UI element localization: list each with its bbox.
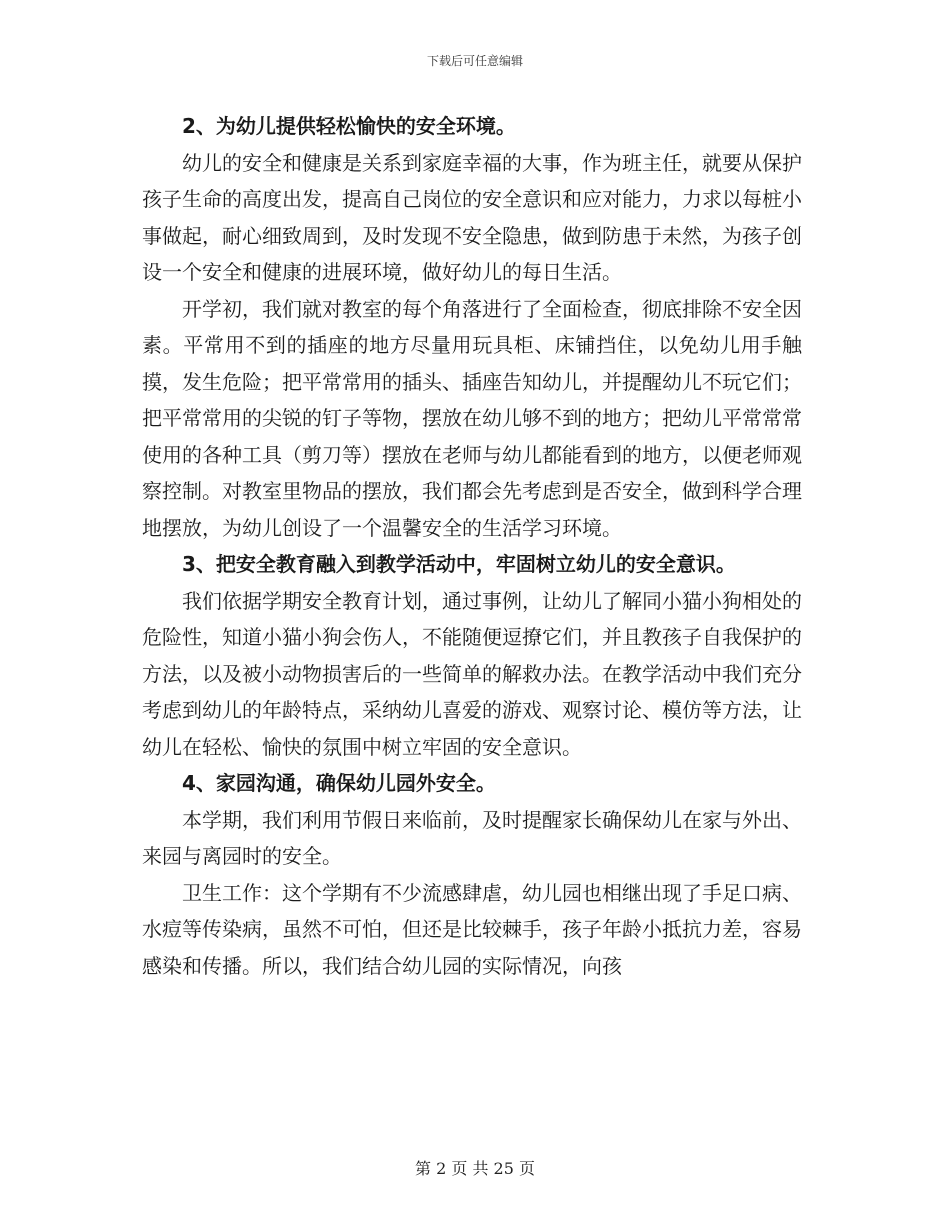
page-number: 第 2 页 共 25 页 [415,1159,535,1178]
body-paragraph: 我们依据学期安全教育计划，通过事例，让幼儿了解同小猫小狗相处的危险性，知道小猫小狗会伤人，不能随便逗撩它们，并且教孩子自我保护的方法，以及被小动物损害后的一些简单的解救办法。在教学活动中我们充分考虑到幼儿的年龄特点，采纳幼儿喜爱的游戏、观察讨论、模仿等方法，让幼儿在轻松、愉快的氛围中树立牢固的安全意识。 [142,588,802,759]
section-heading: 2、为幼儿提供轻松愉快的安全环境。 [182,114,516,138]
body-paragraph: 本学期，我们利用节假日来临前，及时提醒家长确保幼儿在家与外出、来园与离园时的安全。 [142,807,802,868]
body-paragraph: 幼儿的安全和健康是关系到家庭幸福的大事，作为班主任，就要从保护孩子生命的高度出发，提高自己岗位的安全意识和应对能力，力求以每桩小事做起，耐心细致周到，及时发现不安全隐患，做到防患于未然，为孩子创设一个安全和健康的进展环境，做好幼儿的每日生活。 [142,150,802,284]
document-body [142,108,802,984]
section-heading: 4、家园沟通，确保幼儿园外安全。 [182,771,496,795]
page-header: 下载后可任意编辑 [426,54,523,68]
body-paragraph: 开学初，我们就对教室的每个角落进行了全面检查，彻底排除不安全因素。平常用不到的插座的地方尽量用玩具柜、床铺挡住，以免幼儿用手触摸，发生危险；把平常常用的插头、插座告知幼儿，并提醒幼儿不玩它们；把平常常用的尖锐的钉子等物，摆放在幼儿够不到的地方；把幼儿平常常常使用的各种工具（剪刀等）摆放在老师与幼儿都能看到的地方，以便老师观察控制。对教室里物品的摆放，我们都会先考虑到是否安全，做到科学合理地摆放，为幼儿创设了一个温馨安全的生活学习环境。 [142,296,802,540]
body-paragraph: 卫生工作：这个学期有不少流感肆虐，幼儿园也相继出现了手足口病、水痘等传染病，虽然不可怕，但还是比较棘手，孩子年龄小抵抗力差，容易感染和传播。所以，我们结合幼儿园的实际情况，向孩 [142,880,802,978]
section-heading: 3、把安全教育融入到教学活动中，牢固树立幼儿的安全意识。 [182,552,736,576]
